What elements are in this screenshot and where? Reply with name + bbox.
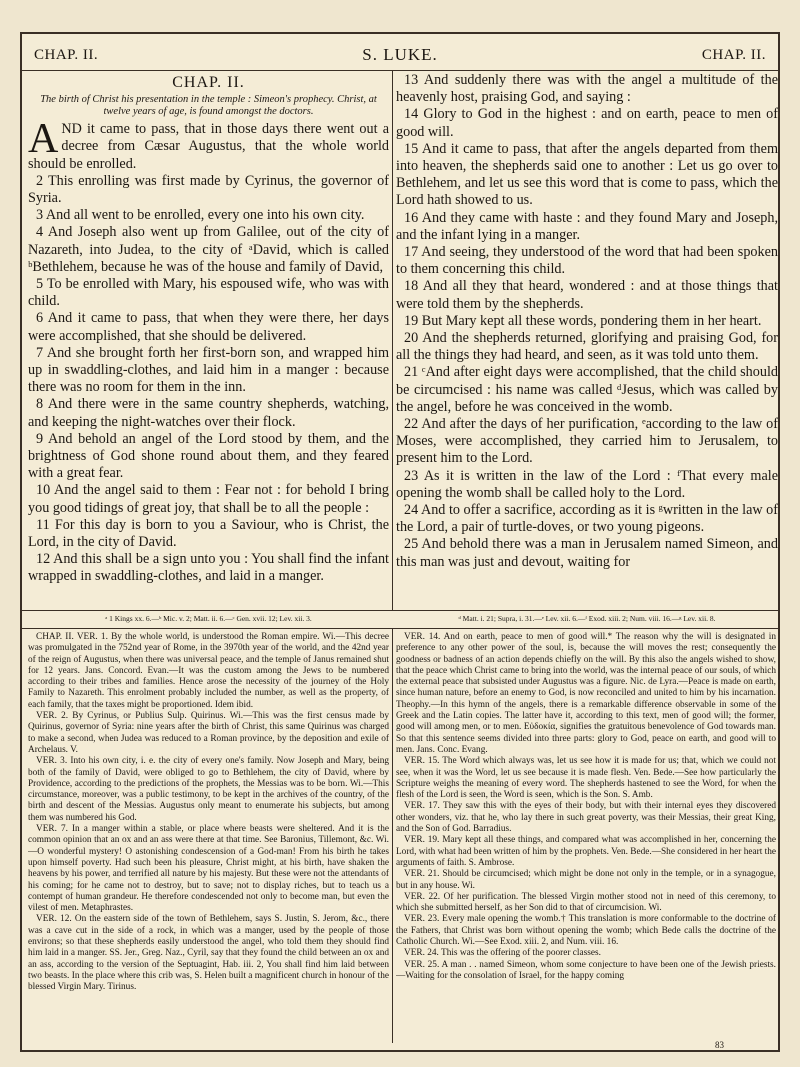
cross-references-left: ᵃ 1 Kings xx. 6.—ᵇ Mic. v. 2; Matt. ii. 6.—ᶜ Gen. xvii. 12; Lev. xii. 3. (105, 614, 312, 623)
verse: 18 And all they that heard, wondered : and at those things that were told them by the shepherds. (396, 278, 778, 312)
verse: 7 And she brought forth her first-born son, and wrapped him up in swaddling-clothes, and laid him in a manger : because there was no room for them in the inn. (28, 344, 389, 396)
commentary-note: VER. 12. On the eastern side of the town of Bethlehem, says S. Justin, S. Jerom, &c., there was a cave cut in the side of a rock, in which was a manger, used by the people of those environs; so that these shepherds easily understood the angel, who told them they should find him laid in a manger. SS. Jer., Greg. Naz., Cyril, say that they found the child between an ox and an ass, according to the version of the Septuagint, Hab. iii. 2, You shall find him laid between two beasts. In the place where this crib was, S. Helen built a magnificent church in honour of the blessed Virgin Mary. Tirinus. (28, 914, 389, 993)
commentary-note: VER. 17. They saw this with the eyes of their body, but with their internal eyes they discovered other wonders, viz. that he, who lay there in such great poverty, was their Messias, their great King, and the Son of God. Barradius. (396, 801, 776, 835)
header-left: CHAP. II. (34, 46, 99, 63)
references-rule (22, 628, 778, 629)
verse: 19 But Mary kept all these words, pondering them in her heart. (404, 312, 762, 329)
page-number: 83 (715, 1040, 724, 1050)
verse: 5 To be enrolled with Mary, his espoused wife, who was with child. (28, 276, 389, 310)
verse: 20 And the shepherds returned, glorifying and praising God, for all the things they had heard, and seen, as it was told unto them. (396, 330, 778, 364)
verse: 15 And it came to pass, that after the angels departed from them into heaven, the shepherds said one to another : Let us go over to Bethlehem, and let us see this word that is come to pass, which the Lord hath showed to us. (396, 140, 778, 209)
verse: 12 And this shall be a sign unto you : You shall find the infant wrapped in swaddling-clothes, and laid in a manger. (28, 551, 389, 585)
commentary-note: VER. 7. In a manger within a stable, or place where beasts were sheltered. And it is the common opinion that an ox and an ass were there at that time. See Baronius, Tillemont, &c. Wi.—O wonderful mystery! O astonishing condescension of a God-man! From his birth he takes upon himself poverty. Had such been his pleasure, Christ might, at his birth, have shaken the heavens by his power, and terrified all nature by his majesty. But these were not the attendants of his coming; for he came not to destroy, but to save; not to display riches, but to teach us a contempt of human grandeur. He therefore condescended not only to become man, but even the vilest of men. Metaphrastes. (28, 824, 389, 914)
verse: 17 And seeing, they understood of the word that had been spoken to them concerning this child. (396, 244, 778, 278)
commentary-note: VER. 21. Should be circumcised; which might be done not only in the temple, or in a synagogue, but in any house. Wi. (396, 869, 776, 891)
chapter-summary: The birth of Christ his presentation in the temple : Simeon's prophecy. Christ, at twelve years of age, is found amongst the doctors. (40, 94, 377, 118)
verse: 14 Glory to God in the highest : and on earth, peace to men of good will. (396, 106, 778, 140)
column-divider-lower (392, 628, 393, 1043)
commentary-note: VER. 19. Mary kept all these things, and compared what was accomplished in her, concerning the Lord, with what had been written of him by the prophets. Ven. Bede.—She considered in her heart the arguments of faith. S. Ambrose. (396, 835, 776, 868)
verse: 22 And after the days of her purification, ᵉaccording to the law of Moses, were accomplished, they carried him to Jerusalem, to present him to the Lord. (396, 416, 778, 467)
verse: 21 ᶜAnd after eight days were accomplished, that the child should be circumcised : his name was called ᵈJesus, which was called by the angel, before he was conceived in the womb. (396, 364, 778, 415)
verse-list-right (396, 72, 778, 571)
verse: AND it came to pass, that in those days there went out a decree from Cæsar Augustus, that the whole world should be enrolled. (28, 116, 389, 172)
commentary-note: VER. 25. A man . . named Simeon, whom some conjecture to have been one of the Jewish priests.—Waiting for the consolation of Israel, for the happy coming (396, 959, 776, 981)
commentary-note: VER. 15. The Word which always was, let us see how it is made for us; that, which we could not see, when it was the Word, let us see because it is made flesh. Ven. Bede.—See how particularly the Scripture weighs the meaning of every word. The shepherds hastened to see the Word, for when the flesh of the Lord is seen, the Word is seen, which is the Son. S. Amb. (396, 756, 776, 801)
cross-references-right: ᵈ Matt. i. 21; Supra, i. 31.—ᵉ Lev. xii. 6.—ᶠ Exod. xiii. 2; Num. viii. 16.—ᵍ Lev. xii. 8. (458, 614, 716, 623)
verse: 2 This enrolling was first made by Cyrinus, the governor of Syria. (28, 172, 389, 207)
header-rule (22, 70, 778, 71)
verse: 13 And suddenly there was with the angel a multitude of the heavenly host, praising God, and saying : (396, 72, 778, 106)
verse: 6 And it came to pass, that when they were there, her days were accomplished, that she should be delivered. (28, 310, 389, 344)
verse: 16 And they came with haste : and they found Mary and Joseph, and the infant lying in a manger. (396, 209, 778, 243)
header-book-title: S. LUKE. (362, 45, 438, 64)
drop-cap: A (28, 116, 59, 163)
chapter-heading: CHAP. II. (172, 74, 245, 91)
verse: 4 And Joseph also went up from Galilee, out of the city of Nazareth, into Judea, to the city of ᵃDavid, which is called ᵇBethlehem, because he was of the house and family of David, (28, 224, 389, 275)
verse: 23 As it is written in the law of the Lord : ᶠThat every male opening the womb shall be called holy to the Lord. (396, 467, 778, 501)
verse-list-left (28, 116, 389, 585)
verse: 10 And the angel said to them : Fear not : for behold I bring you good tidings of great joy, that shall be to all the people : (28, 482, 389, 516)
scripture-left-column (28, 72, 389, 597)
verse: 9 And behold an angel of the Lord stood by them, and the brightness of God shone round about them, and they feared with a great fear. (28, 430, 389, 482)
verse: 11 For this day is born to you a Saviour, who is Christ, the Lord, in the city of David. (28, 516, 389, 551)
commentary-note: VER. 14. And on earth, peace to men of good will.* The reason why the will is designated in preference to any other power of the soul, is, because the will moves the rest; consequently the goodness or badness of an action depends chiefly on the will. By this also the angels wished to show, that the peace which Christ came to bring into the world, was the internal peace of our souls, of which the external peace that subsisted under Augustus was a figure. Nic. de Lyra.—Peace is made on earth, since human nature, before an enemy to God, is now reconciled and united to him by his incarnation. Theophy.—In this hymn of the angels, there is a remarkable difference observable in some of the Greek and the Latin copies. The latter have it, according to this text, men of good will; the former, good will among men, or to men. Εὐδοκία, signifies the gratuitous benevolence of God towards man. So that this sentence seems divided into three parts: glory to God, peace on earth, and good will to men. Jans. Conc. Evang. (396, 632, 776, 755)
commentary-note: CHAP. II. VER. 1. By the whole world, is understood the Roman empire. Wi.—This decree was promulgated in the 752nd year of Rome, in the 3970th year of the world, and the 42nd year of the reign of Augustus, when there was universal peace, and the temple of Janus remained shut for 12 years. Jans. Concord. Evan.—It was the custom among the Jews to be numbered according to their tribes and families. Hence arose the necessity of the journey of the Holy Family to Nazareth. This enrolment probably included the number, as well as the property, of each family, that the taxes might be proportioned. Idem ibid. (28, 632, 389, 710)
commentary-note: VER. 2. By Cyrinus, or Publius Sulp. Quirinus. Wi.—This was the first census made by Quirinus, governor of Syria: nine years after the birth of Christ, this same Quirinus was charged to make a second, when Judea was reduced to a Roman province, by the deposition and exile of Archelaus. V. (28, 711, 389, 755)
commentary-left-column (28, 632, 389, 1042)
running-header (22, 40, 778, 70)
text-rule (22, 610, 778, 611)
commentary-right-column (396, 632, 776, 1042)
commentary-note: VER. 22. Of her purification. The blessed Virgin mother stood not in need of this ceremony, to which she submitted herself, as her Son did to that of circumcision. Wi. (396, 891, 776, 914)
verse: 3 And all went to be enrolled, every one into his own city. (36, 207, 365, 224)
verse: 24 And to offer a sacrifice, according as it is ᵍwritten in the law of the Lord, a pair of turtle-doves, or two young pigeons. (396, 502, 778, 536)
scripture-right-column (396, 72, 778, 597)
header-right: CHAP. II. (701, 46, 766, 63)
verse: 8 And there were in the same country shepherds, watching, and keeping the night-watches over their flock. (28, 396, 389, 430)
commentary-note: VER. 24. This was the offering of the poorer classes. (404, 948, 601, 959)
commentary-note: VER. 23. Every male opening the womb.† This translation is more conformable to the doctrine of the Fathers, that Christ was born without opening the womb; which Bede calls the doctrine of the Catholic Church. Wi.—See Exod. xiii. 2, and Num. viii. 16. (396, 914, 776, 948)
verse: 25 And behold there was a man in Jerusalem named Simeon, and this man was just and devout, waiting for (396, 536, 778, 570)
commentary-note: VER. 3. Into his own city, i. e. the city of every one's family. Now Joseph and Mary, being both of the family of David, were obliged to go to Bethlehem, the city of David, where by Providence, according to the predictions of the prophets, the Messias was to be born. Wi.—This circumstance, moreover, was a public testimony, to be kept in the archives of the country, of the birth and descent of the Messias. Augustus only meant to enumerate his subjects, but among them was numbered his God. (28, 756, 389, 823)
column-divider-upper (392, 70, 393, 610)
